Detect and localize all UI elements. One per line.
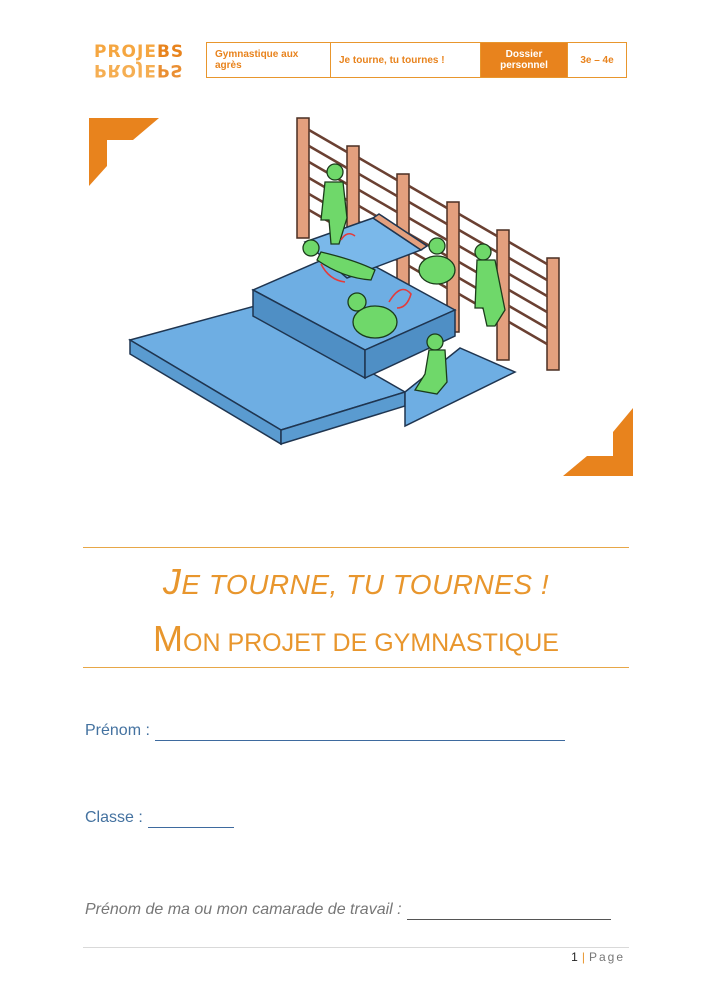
logo-top: PROJEBS [94, 42, 185, 62]
gymnast-on-wall-left [321, 164, 347, 244]
header-document-type: Dossier personnel [481, 43, 568, 77]
corner-mark-top-left [89, 118, 159, 186]
title-line-2: MON PROJET DE GYMNASTIQUE [153, 618, 559, 659]
field-camarade-label: Prénom de ma ou mon camarade de travail : [85, 901, 402, 918]
field-prenom [85, 721, 565, 741]
page-footer [571, 950, 625, 964]
field-prenom-line[interactable] [155, 724, 565, 741]
footer-separator: | [581, 950, 585, 964]
projebs-logo [94, 44, 190, 80]
page-number: 1 [571, 950, 578, 964]
title-rule-bottom [83, 667, 629, 668]
field-prenom-label: Prénom : [85, 722, 150, 739]
field-camarade-line[interactable] [407, 903, 611, 920]
gymnastics-illustration [85, 110, 635, 490]
title-rule-top [83, 547, 629, 548]
field-classe [85, 808, 234, 828]
field-classe-label: Classe : [85, 809, 143, 826]
logo-mirror: PROJEPS [94, 60, 184, 80]
page-word: Page [588, 950, 625, 964]
field-camarade [85, 900, 611, 920]
footer-rule [83, 947, 629, 948]
header-project: Je tourne, tu tournes ! [331, 43, 481, 77]
field-classe-line[interactable] [148, 811, 234, 828]
corner-mark-bottom-right [563, 408, 633, 476]
title-line-1: JE TOURNE, TU TOURNES ! [162, 561, 550, 602]
header-subject: Gymnastique aux agrès [207, 43, 331, 77]
header-level: 3e – 4e [580, 54, 614, 66]
header-table [206, 42, 627, 78]
